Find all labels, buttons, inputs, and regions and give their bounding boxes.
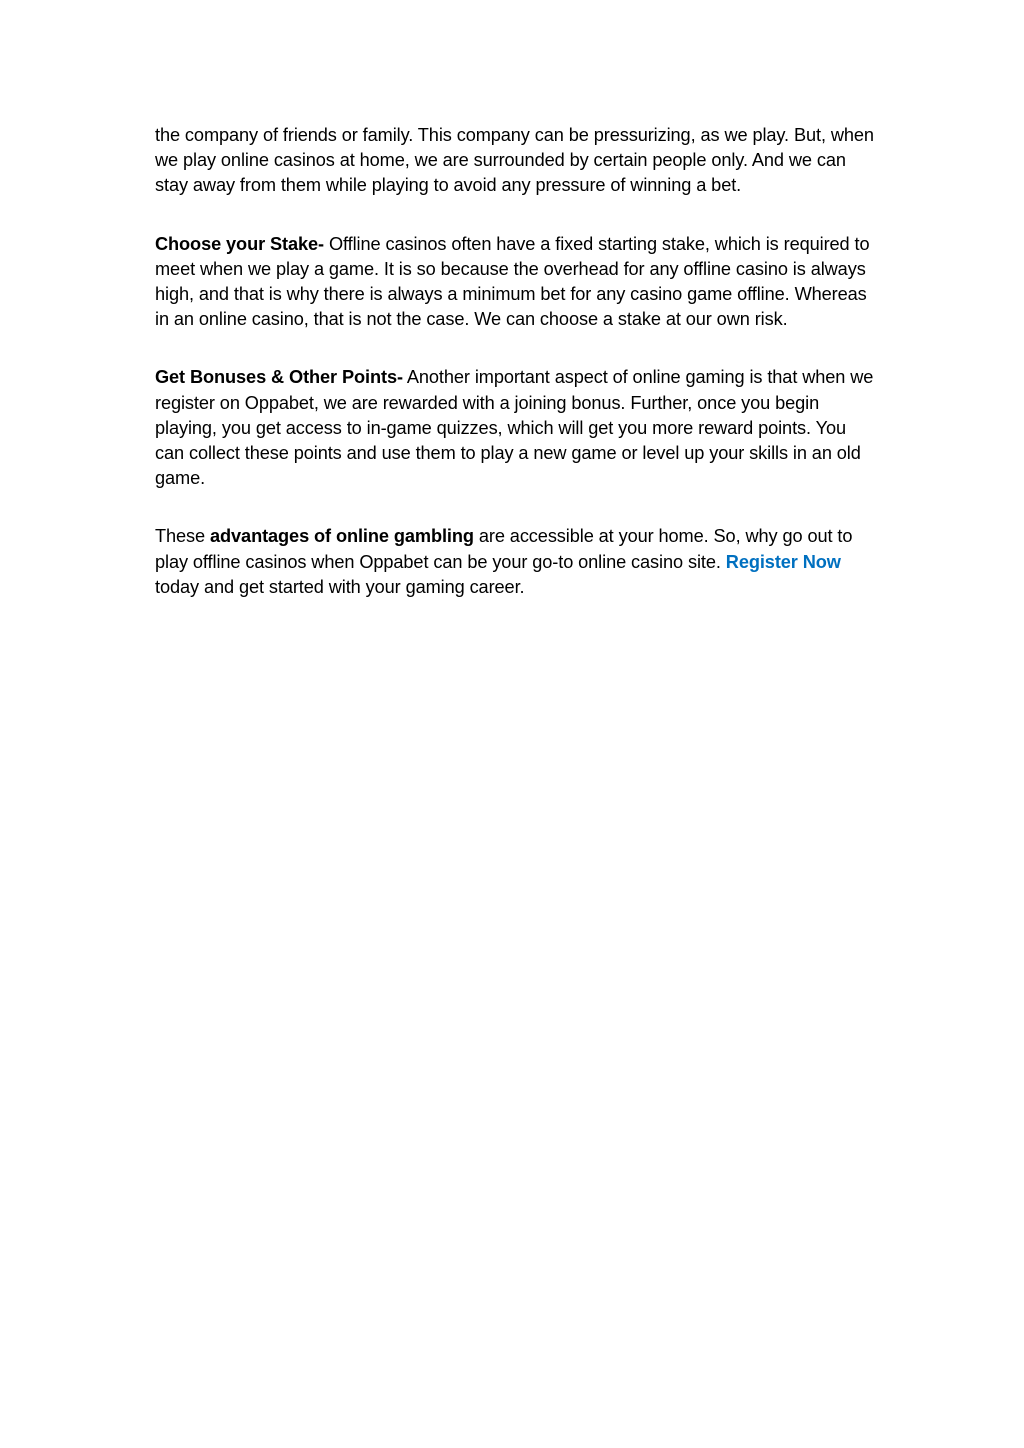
bonuses-heading: Get Bonuses & Other Points-	[155, 367, 403, 388]
register-now-link[interactable]: Register Now	[725, 551, 841, 572]
paragraph-text: the company of friends or family. This company can be pressurizing, as we play. But, when we play online casinos at home, we are surrounded by certain people only. And we can stay away from them while playing to avoid any pressure of winning a bet.	[155, 125, 874, 196]
paragraph-tail: today and get started with your gaming career.	[155, 576, 525, 597]
paragraph-lead: These	[155, 526, 211, 547]
paragraph-friends-family	[155, 123, 875, 199]
paragraph-conclusion	[155, 524, 875, 600]
advantages-bold-text: advantages of online gambling	[210, 526, 474, 547]
paragraph-bonuses	[155, 365, 875, 491]
paragraph-text: Another important aspect of online gaming is that when we register on Oppabet, we are rewarded with a joining bonus. Further, once you begin playing, you get access to in-game quizzes, which will get you more reward points. You can collect these points and use them to play a new game or level up your skills in an old game.	[155, 367, 874, 489]
paragraph-text: Offline casinos often have a fixed starting stake, which is required to meet when we play a game. It is so because the overhead for any offline casino is always high, and that is why there is always a minimum bet for any casino game offline. Whereas in an online casino, that is not the case. We can choose a stake at our own risk.	[155, 233, 870, 330]
document-page	[155, 123, 875, 633]
paragraph-choose-stake	[155, 232, 875, 333]
choose-stake-heading: Choose your Stake-	[155, 233, 325, 254]
paragraph-text: are accessible at your home. So, why go out to play offline casinos when Oppabet can be your go-to online casino site.	[155, 526, 853, 572]
